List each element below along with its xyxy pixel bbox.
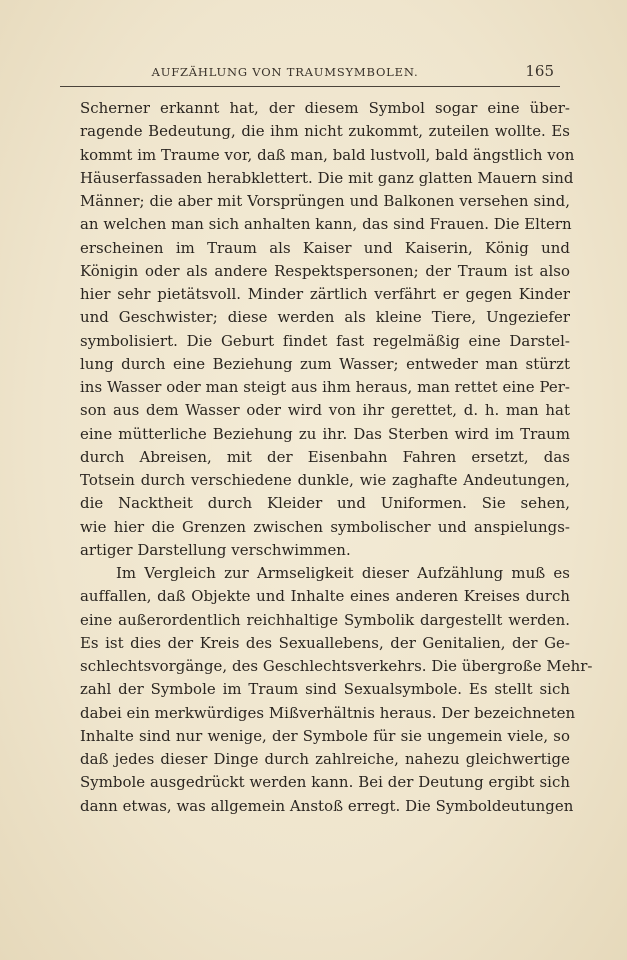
text-line: Häuserfassaden herabklettert. Die mit ganz glatten Mauern sind [80, 168, 574, 187]
text-line: hier sehr pietätsvoll. Minder zärtlich verfährt er gegen Kinder [80, 285, 570, 303]
text-line: ins Wasser oder man steigt aus ihm heraus, man rettet eine Per- [80, 378, 570, 396]
body-text [80, 97, 593, 818]
text-line: lung durch eine Beziehung zum Wasser; entweder man stürzt [80, 354, 570, 373]
text-line: eine außerordentlich reichhaltige Symbolik dargestellt werden. [80, 610, 570, 629]
text-line: ragende Bedeutung, die ihm nicht zukommt, zuteilen wollte. Es [80, 122, 570, 141]
text-line: Scherner erkannt hat, der diesem Symbol sogar eine über- [80, 99, 570, 117]
text-line: Königin oder als andere Respektspersonen; der Traum ist also [80, 261, 570, 280]
page-number: 165 [525, 62, 554, 80]
running-head: AUFZÄHLUNG VON TRAUMSYMBOLEN. [151, 65, 419, 79]
text-line: Es ist dies der Kreis des Sexuallebens, der Genitalien, der Ge- [80, 633, 570, 652]
text-line: die Nacktheit durch Kleider und Uniformen. Sie sehen, [80, 494, 570, 513]
text-line: Männer; die aber mit Vorsprüngen und Balkonen versehen sind, [80, 192, 570, 210]
page-header [60, 62, 558, 84]
text-line: eine mütterliche Beziehung zu ihr. Das Sterben wird im Traum [80, 424, 570, 443]
text-line: auffallen, daß Objekte und Inhalte eines anderen Kreises durch [80, 587, 570, 606]
text-line: an welchen man sich anhalten kann, das sind Frauen. Die Eltern [80, 215, 572, 234]
text-line: dann etwas, was allgemein Anstoß erregt. Die Symboldeutungen [80, 796, 574, 815]
text-line: daß jedes dieser Dinge durch zahlreiche, nahezu gleichwertige [80, 750, 570, 768]
text-line: artiger Darstellung verschwimmen. [80, 540, 351, 559]
text-line: zahl der Symbole im Traum sind Sexualsymbole. Es stellt sich [80, 680, 570, 699]
text-line: schlechtsvorgänge, des Geschlechtsverkehrs. Die übergroße Mehr- [80, 657, 593, 675]
text-line: dabei ein merkwürdiges Mißverhältnis heraus. Der bezeichneten [80, 703, 576, 722]
text-line: und Geschwister; diese werden als kleine Tiere, Ungeziefer [80, 308, 570, 327]
text-line: Totsein durch verschiedene dunkle, wie zaghafte Andeutungen, [80, 471, 570, 489]
header-rule [60, 86, 560, 87]
text-line: son aus dem Wasser oder wird von ihr gerettet, d. h. man hat [80, 401, 570, 420]
text-line: kommt im Traume vor, daß man, bald lustvoll, bald ängstlich von [80, 145, 575, 164]
paragraph-first-line: Im Vergleich zur Armseligkeit dieser Aufzählung muß es [116, 564, 570, 582]
text-line: Symbole ausgedrückt werden kann. Bei der Deutung ergibt sich [80, 773, 570, 792]
text-line: symbolisiert. Die Geburt findet fast regelmäßig eine Darstel- [80, 331, 570, 350]
text-line: Inhalte sind nur wenige, der Symbole für sie ungemein viele, so [80, 726, 570, 745]
text-line: durch Abreisen, mit der Eisenbahn Fahren ersetzt, das [80, 447, 570, 466]
text-line: erscheinen im Traum als Kaiser und Kaiserin, König und [80, 238, 570, 257]
text-line: wie hier die Grenzen zwischen symbolischer und anspielungs- [80, 517, 570, 536]
